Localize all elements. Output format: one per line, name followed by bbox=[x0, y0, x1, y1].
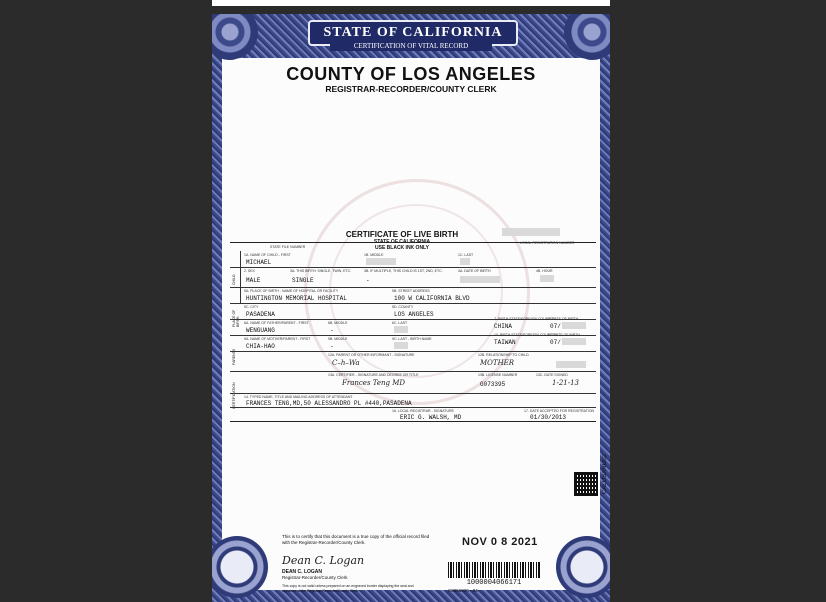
validity-disclaimer: This copy is not valid unless prepared on an engraved border displaying the seal and signature of the Registrar-Recorder/County Clerk. bbox=[282, 584, 414, 593]
city-value: PASADENA bbox=[246, 311, 275, 318]
mother-dob-label: 11. DATE OF BIRTH bbox=[548, 333, 580, 337]
mother-last-label: 9C. LAST - BIRTH NAME bbox=[392, 337, 432, 341]
county-title: COUNTY OF LOS ANGELES bbox=[286, 64, 536, 84]
child-last-label: 1C. LAST bbox=[458, 253, 474, 257]
date-signed-value: 1-21-13 bbox=[552, 379, 579, 387]
date-of-birth-label: 4A. DATE OF BIRTH bbox=[458, 269, 491, 273]
father-first-value: WENGUANG bbox=[246, 327, 275, 334]
sex-label: 2. SEX bbox=[244, 269, 255, 273]
state-banner: STATE OF CALIFORNIA bbox=[308, 20, 518, 46]
mother-first-value: CHIA-HAO bbox=[246, 343, 275, 350]
date-signed-label: 13C. DATE SIGNED bbox=[536, 373, 568, 377]
date-accepted-label: 17. DATE ACCEPTED FOR REGISTRATION bbox=[524, 409, 595, 413]
street-address-value: 100 W CALIFORNIA BLVD bbox=[394, 295, 470, 302]
registrar-title: Registrar-Recorder/County Clerk bbox=[282, 575, 348, 580]
state-file-number-label: STATE FILE NUMBER bbox=[270, 245, 306, 249]
redacted-box bbox=[502, 228, 560, 236]
side-label-place: PLACE OF BIRTH bbox=[232, 309, 240, 327]
relationship-value: MOTHER bbox=[480, 359, 515, 367]
ink-note: USE BLACK INK ONLY bbox=[375, 245, 429, 251]
local-registration-number-label: LOCAL REGISTRATION NUMBER bbox=[520, 241, 575, 245]
license-value: G073395 bbox=[480, 381, 506, 388]
side-label-parents: PARENTS bbox=[232, 348, 236, 365]
hour-label: 4B. HOUR bbox=[536, 269, 553, 273]
registrar-signature: Dean C. Logan bbox=[282, 554, 365, 567]
place-of-birth-label: 5A. PLACE OF BIRTH - NAME OF HOSPITAL OR FACILITY bbox=[244, 289, 339, 293]
mother-middle-value: - bbox=[330, 343, 334, 350]
guilloche-border-right bbox=[600, 14, 610, 602]
father-dob-value: 07/ bbox=[550, 323, 561, 330]
attendant-label: 14. TYPED NAME, TITLE AND MAILING ADDRESS OF ATTENDANT bbox=[244, 395, 353, 399]
mother-birthplace-value: TAIWAN bbox=[494, 339, 516, 346]
state-line: STATE OF CALIFORNIA bbox=[373, 239, 431, 245]
license-label: 13B. LICENSE NUMBER bbox=[478, 373, 518, 377]
birth-certificate-form bbox=[230, 242, 596, 422]
birth-order-value: - bbox=[366, 277, 370, 284]
child-middle-label: 1B. MIDDLE bbox=[364, 253, 384, 257]
redacted-last-name bbox=[460, 258, 470, 265]
father-middle-value: - bbox=[330, 327, 334, 334]
issue-date-stamp: NOV 0 8 2021 bbox=[462, 536, 538, 548]
mother-birthplace-label: 10. BIRTH STATE/FOREIGN COUNTRY bbox=[494, 333, 558, 337]
guilloche-border-left bbox=[212, 14, 222, 602]
redacted-mother-last bbox=[394, 342, 408, 349]
redacted-hour bbox=[540, 275, 554, 282]
local-registrar-value: ERIC G. WALSH, MD bbox=[400, 414, 462, 421]
certificate-title: CERTIFICATE OF LIVE BIRTH bbox=[345, 230, 459, 239]
child-first-label: 1A. NAME OF CHILD - FIRST bbox=[244, 253, 291, 257]
father-dob-label: 8. DATE OF BIRTH bbox=[548, 317, 579, 321]
barcode-number: 1000004066171 bbox=[466, 579, 522, 587]
redacted-informant-field bbox=[556, 361, 586, 368]
mother-dob-value: 07/ bbox=[550, 339, 561, 346]
informant-signature-label: 12A. PARENT OR OTHER INFORMANT - SIGNATURE bbox=[328, 353, 415, 357]
side-code: CALOSANG02 bbox=[602, 454, 608, 495]
county-label: 5D. COUNTY bbox=[392, 305, 414, 309]
attendant-value: FRANCES TENG,MD,50 ALESSANDRO PL #440,PASADENA bbox=[246, 400, 412, 407]
mother-middle-label: 9B. MIDDLE bbox=[328, 337, 348, 341]
registrar-subtitle: REGISTRAR-RECORDER/COUNTY CLERK bbox=[325, 84, 497, 94]
redacted-mother-dob bbox=[562, 338, 586, 345]
hospital-value: HUNTINGTON MEMORIAL HOSPITAL bbox=[246, 295, 347, 302]
certification-statement: This is to certify that this document is a true copy of the official record filed with the Registrar-Recorder/County Clerk. bbox=[282, 534, 430, 545]
father-birthplace-label: 7. BIRTH STATE/FOREIGN COUNTRY bbox=[494, 317, 556, 321]
county-value: LOS ANGELES bbox=[394, 311, 434, 318]
side-label-certification: CERTIFICATION bbox=[232, 382, 236, 409]
multiple-birth-label: 3A. THIS BIRTH: SINGLE, TWIN, ETC. bbox=[290, 269, 352, 273]
city-label: 5C. CITY bbox=[244, 305, 259, 309]
informant-signature: C–h–Wa bbox=[332, 359, 360, 367]
multiple-birth-value: SINGLE bbox=[292, 277, 314, 284]
mother-first-label: 9A. NAME OF MOTHER/PARENT - FIRST bbox=[244, 337, 311, 341]
qr-code bbox=[574, 472, 598, 496]
street-address-label: 5B. STREET ADDRESS bbox=[392, 289, 430, 293]
relationship-label: 12B. RELATIONSHIP TO CHILD bbox=[478, 353, 529, 357]
barcode bbox=[448, 562, 540, 578]
certifier-signature-label: 13A. CERTIFIER - SIGNATURE AND DEGREE OR TITLE bbox=[328, 373, 419, 377]
redacted-middle-name bbox=[366, 258, 396, 265]
redacted-date-of-birth bbox=[460, 276, 500, 283]
previous-page-edge bbox=[212, 0, 610, 6]
state-seal-bottom-right bbox=[556, 536, 610, 598]
side-label-child: CHILD bbox=[232, 274, 236, 285]
registrar-name: DEAN C. LOGAN bbox=[282, 569, 322, 575]
local-registrar-label: 16. LOCAL REGISTRAR - SIGNATURE bbox=[392, 409, 454, 413]
form-code: C0856820 - 04 bbox=[448, 588, 478, 593]
child-first-value: MICHAEL bbox=[246, 259, 272, 266]
redacted-father-last bbox=[394, 326, 408, 333]
certifier-signature: Frances Teng MD bbox=[342, 379, 406, 387]
date-accepted-value: 01/30/2013 bbox=[530, 414, 567, 421]
birth-order-label: 3B. IF MULTIPLE, THIS CHILD IS 1ST, 2ND, ETC. bbox=[364, 269, 443, 273]
father-birthplace-value: CHINA bbox=[494, 323, 513, 330]
birth-certificate-document bbox=[212, 14, 610, 602]
father-last-label: 6C. LAST bbox=[392, 321, 408, 325]
certification-subtitle: CERTIFICATION OF VITAL RECORD bbox=[330, 41, 492, 51]
father-first-label: 6A. NAME OF FATHER/PARENT - FIRST bbox=[244, 321, 309, 325]
father-middle-label: 6B. MIDDLE bbox=[328, 321, 348, 325]
redacted-father-dob bbox=[562, 322, 586, 329]
sex-value: MALE bbox=[246, 277, 261, 284]
